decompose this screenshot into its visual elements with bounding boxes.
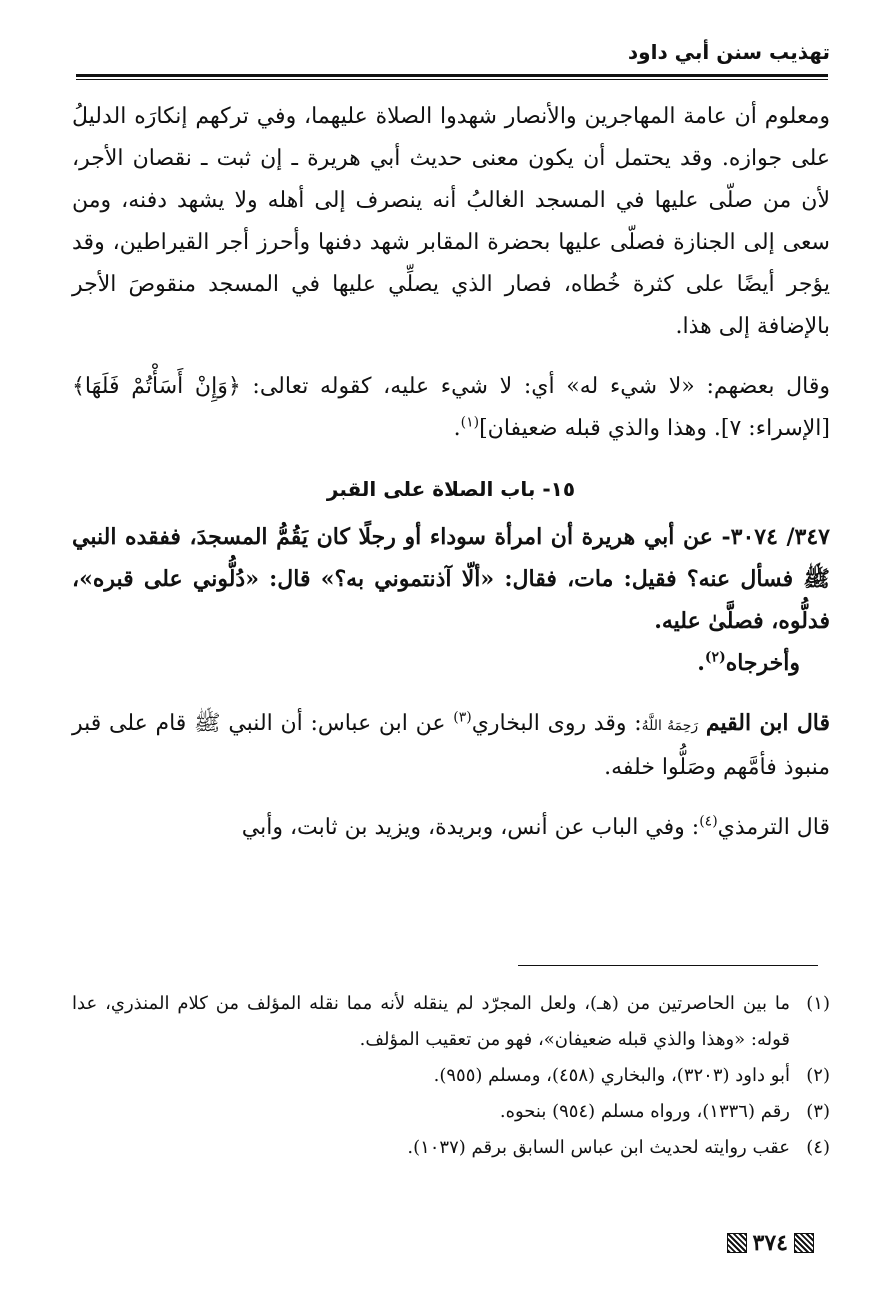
- ibn-qayyim-paragraph: [72, 702, 830, 789]
- ibn-qayyim-text-b: عن ابن عباس: أن النبي ﷺ قام على قبر منبوذ فأمَّهم وصَلُّوا خلفه.: [72, 711, 830, 780]
- footnote-text: ما بين الحاصرتين من (هـ)، ولعل المجرّد لم ينقله لأنه مما نقله المؤلف من كلام المنذري، عدا قوله: «وهذا والذي قبله ضعيفان»، فهو من تعقيب المؤلف.: [72, 993, 790, 1050]
- hadith-text: ٣٤٧/ ٣٠٧٤- عن أبي هريرة أن امرأة سوداء أو رجلًا كان يَقُمُّ المسجدَ، ففقده النبي ﷺ فسأل عنه؟ فقيل: مات، فقال: «ألّا آذنتموني به؟» قال: «دُلُّوني على قبره»، فدلُّوه، فصلَّىٰ عليه.: [72, 524, 830, 634]
- takhrij-line: [72, 642, 830, 684]
- footnote-number: (٣): [806, 1101, 830, 1122]
- footnote-2: [72, 1058, 830, 1094]
- honorific-glyph: رَحِمَهُ اللَّهُ: [641, 718, 699, 734]
- diamond-ornament-icon: [794, 1233, 814, 1253]
- takhrij-text: وأخرجاه: [725, 650, 800, 676]
- footnote-number: (٢): [806, 1065, 830, 1086]
- paragraph-2-text: وقال بعضهم: «لا شيء له» أي: لا شيء عليه، كقوله تعالى: ﴿: [227, 374, 830, 399]
- footnote-rule: [518, 965, 818, 966]
- diamond-ornament-icon: [727, 1233, 747, 1253]
- footnote-1: [72, 986, 830, 1058]
- footnote-3: [72, 1094, 830, 1130]
- quran-reference: ﴾ [الإسراء: ٧]. وهذا والذي قبله ضعيفان]: [72, 374, 830, 441]
- ibn-qayyim-text-a: : وقد روى البخاري: [471, 711, 642, 736]
- footnote-ref-3[interactable]: (٣): [453, 709, 472, 726]
- section-heading: ١٥- باب الصلاة على القبر: [326, 477, 576, 501]
- footnotes: [72, 986, 830, 1166]
- footnote-ref-4[interactable]: (٤): [699, 813, 718, 830]
- tirmidhi-text-b: : وفي الباب عن أنس، وبريدة، ويزيد بن ثابت، وأبي: [241, 815, 700, 840]
- takhrij-end: .: [697, 650, 705, 676]
- footnote-text: عقب روايته لحديث ابن عباس السابق برقم (١٠٣٧).: [407, 1137, 790, 1158]
- footnote-text: رقم (١٣٣٦)، ورواه مسلم (٩٥٤) بنحوه.: [499, 1101, 790, 1122]
- ibn-qayyim-label: قال ابن القيم: [705, 710, 831, 736]
- footnote-ref-2[interactable]: (٢): [704, 649, 726, 666]
- footnote-4: [72, 1130, 830, 1166]
- body-text: [72, 96, 830, 849]
- header-rule-thin: [76, 79, 828, 80]
- tirmidhi-text-a: قال الترمذي: [717, 815, 830, 840]
- footnote-number: (٤): [806, 1137, 830, 1158]
- page-number: ٣٧٤: [752, 1230, 788, 1256]
- running-title: تهذيب سنن أبي داود: [627, 40, 830, 64]
- footnote-ref-1[interactable]: (١): [460, 414, 480, 431]
- paragraph-1: ومعلوم أن عامة المهاجرين والأنصار شهدوا الصلاة عليهما، وفي تركهم إنكارَه الدليلُ على جوازه. وقد يحتمل أن يكون معنى حديث أبي هريرة ـ إن ثبت ـ نقصان الأجر، لأن من صلّى عليها في المسجد الغالبُ أنه ينصرف إلى أهله ولا يشهد دفنه، ومن سعى إلى الجنازة فصلّى عليها بحضرة المقابر شهد دفنها وأحرز أجر القيراطين، وقد يؤجر أيضًا على كثرة خُطاه، فصار الذي يصلِّي عليها في المسجد منقوصَ الأجر بالإضافة إلى هذا.: [72, 104, 830, 339]
- footnote-number: (١): [806, 993, 830, 1014]
- paragraph-2-end: .: [453, 416, 461, 441]
- footnote-text: أبو داود (٣٢٠٣)، والبخاري (٤٥٨)، ومسلم (٩٥٥).: [433, 1065, 790, 1086]
- tirmidhi-paragraph: [72, 807, 830, 849]
- page-folio: [727, 1230, 814, 1256]
- quran-quote: وَإِنْ أَسَأْتُمْ فَلَهَا: [84, 374, 228, 399]
- paragraph-2: [72, 366, 830, 450]
- header-rule: [76, 74, 828, 77]
